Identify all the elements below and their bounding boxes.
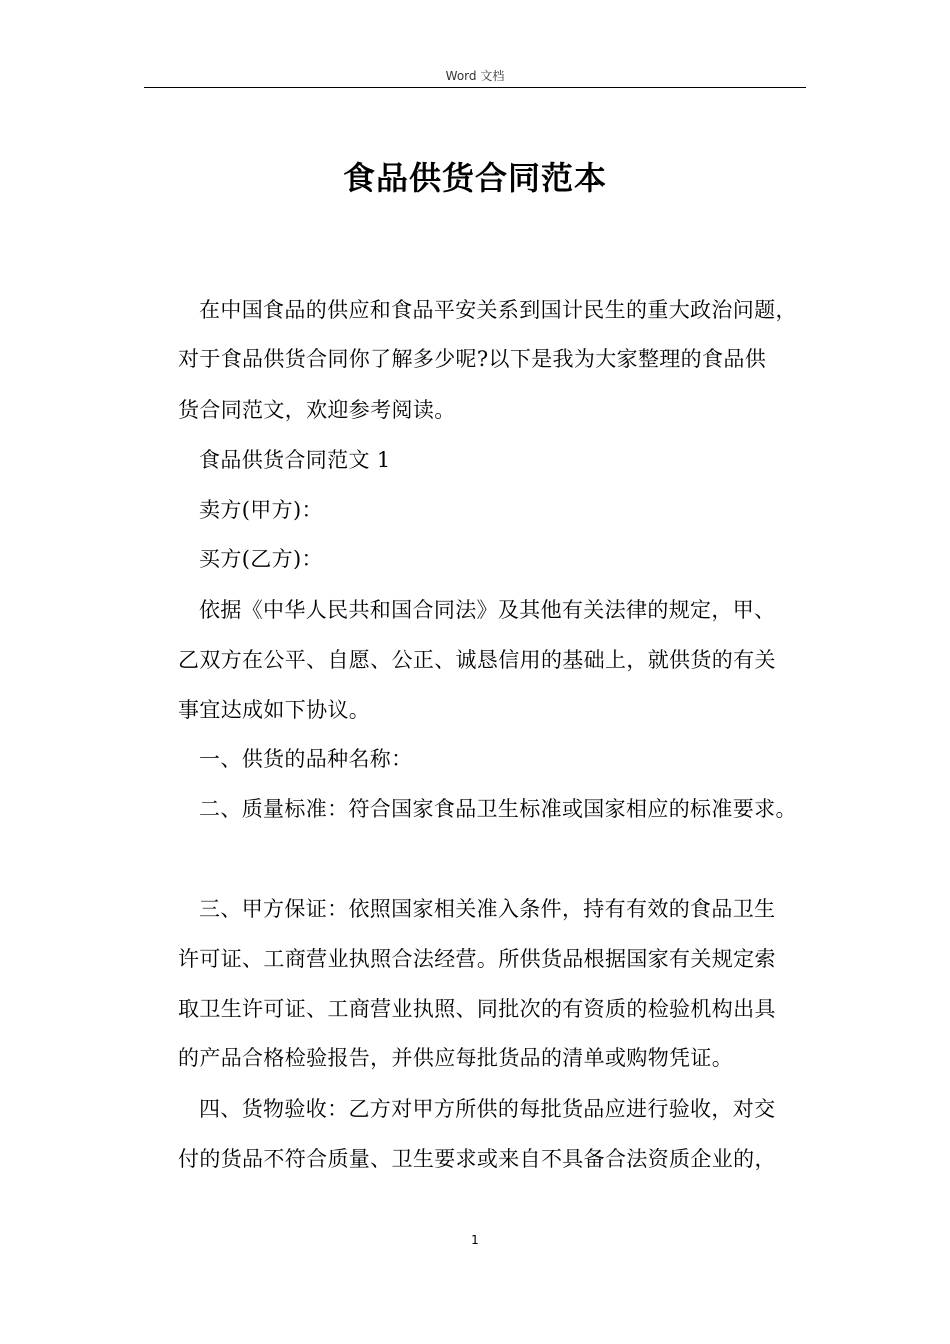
seller-line: 卖方(甲方)： bbox=[199, 498, 323, 522]
clause-item: 二、质量标准：符合国家食品卫生标准或国家相应的标准要求。 bbox=[199, 797, 797, 821]
buyer-line: 买方(乙方)： bbox=[199, 547, 323, 571]
paragraph-line: 乙双方在公平、自愿、公正、诚恳信用的基础上，就供货的有关 bbox=[178, 648, 776, 672]
paragraph-line: 的产品合格检验报告，并供应每批货品的清单或购物凭证。 bbox=[178, 1046, 734, 1070]
paragraph-line: 在中国食品的供应和食品平安关系到国计民生的重大政治问题， bbox=[199, 298, 797, 322]
paragraph-line: 事宜达成如下协议。 bbox=[178, 698, 371, 722]
paragraph-line: 付的货品不符合质量、卫生要求或来自不具备合法资质企业的， bbox=[178, 1147, 776, 1171]
page-header: Word 文档 bbox=[445, 69, 505, 83]
header-divider bbox=[144, 87, 806, 88]
paragraph-line: 货合同范文，欢迎参考阅读。 bbox=[178, 398, 456, 422]
paragraph-line: 许可证、工商营业执照合法经营。所供货品根据国家有关规定索 bbox=[178, 947, 776, 971]
paragraph-line: 对于食品供货合同你了解多少呢?以下是我为大家整理的食品供 bbox=[178, 347, 767, 371]
section-heading: 食品供货合同范文 1 bbox=[199, 448, 391, 472]
clause-item: 三、甲方保证：依照国家相关准入条件，持有有效的食品卫生 bbox=[199, 897, 776, 921]
paragraph-line: 取卫生许可证、工商营业执照、同批次的有资质的检验机构出具 bbox=[178, 997, 776, 1021]
clause-item: 一、供货的品种名称： bbox=[199, 747, 413, 771]
paragraph-line: 依据《中华人民共和国合同法》及其他有关法律的规定，甲、 bbox=[199, 598, 776, 622]
document-title: 食品供货合同范本 bbox=[342, 159, 607, 197]
page-number: 1 bbox=[471, 1233, 479, 1247]
clause-item: 四、货物验收：乙方对甲方所供的每批货品应进行验收，对交 bbox=[199, 1097, 776, 1121]
